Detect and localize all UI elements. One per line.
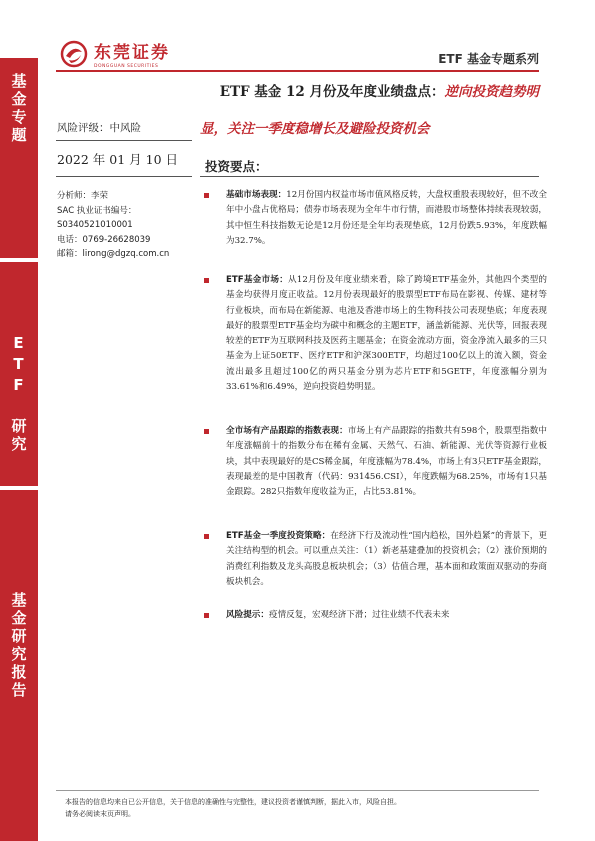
report-title-line1 <box>220 80 539 100</box>
header-divider <box>56 70 539 72</box>
bullet-square-icon <box>204 429 209 434</box>
bullet-square-icon <box>204 534 209 539</box>
key-point-item <box>202 188 547 264</box>
logo-mark-icon <box>60 40 88 68</box>
disclaimer-line: 本报告的信息均来自已公开信息，关于信息的准确性与完整性，建议投资者谨慎判断，据此入市，风险自担。 <box>65 798 401 806</box>
analyst-info <box>57 189 169 262</box>
date-divider <box>56 176 192 177</box>
bullet-square-icon <box>204 193 209 198</box>
key-points-heading: 投资要点： <box>205 159 268 174</box>
key-points-divider <box>200 176 539 177</box>
left-sidebar <box>0 0 38 841</box>
report-title-line2: 显，关注一季度稳增长及避险投资机会 <box>200 121 430 137</box>
rating-divider <box>56 140 192 141</box>
bullet-square-icon <box>204 613 209 618</box>
disclaimer-line: 请务必阅读末页声明。 <box>65 810 135 818</box>
sidebar-block-fund-report <box>0 490 38 841</box>
key-point-text: 疫情反复，宏观经济下滑；过往业绩不代表未来 <box>268 610 450 620</box>
disclaimer <box>65 796 535 820</box>
footer-divider <box>56 790 539 791</box>
brand-name-en: DONGGUAN SECURITIES <box>94 64 159 69</box>
key-point-text: 在经济下行及流动性“国内趋松，国外趋紧”的背景下，更关注结构型的机会。可以重点关注：（1）新老基建叠加的投资机会；（2）涨价预期的消费红利指数及龙头高股息板块机会；（3）估值合理，基本面和政策面双驱动的券商板块机会。 <box>226 531 547 587</box>
key-point-lead: 全市场有产品跟踪的指数表现： <box>226 426 348 436</box>
analyst-sac-label: SAC 执业证书编号： <box>57 205 137 216</box>
report-date: 2022 年 01 月 10 日 <box>57 152 178 167</box>
key-point-lead: 基础市场表现： <box>226 190 287 200</box>
key-point-text: 12月份国内权益市场市值风格反转，大盘权重股表现较好，但不改全年中小盘占优格局；债券市场表现为全年牛市行情，而港股市场整体持续表现较弱，其中恒生科技指数无论是12月份还是全年均表现垫底，12月份跌5.93%，年度跌幅为32.7%。 <box>226 190 547 246</box>
brand-name-cn: 东莞证券 <box>94 43 170 63</box>
bullet-square-icon <box>204 278 209 283</box>
sidebar-label-fund-report: 基金研究报告 <box>9 592 28 700</box>
key-point-lead: 风险提示： <box>226 610 269 620</box>
key-point-item <box>202 608 547 628</box>
analyst-sac-number: S0340521010001 <box>57 220 133 230</box>
key-points-list <box>202 188 547 637</box>
key-point-item <box>202 424 547 520</box>
key-point-item <box>202 529 547 599</box>
title-prefix: ETF 基金 12 月份及年度业绩盘点： <box>219 84 445 100</box>
sidebar-label-fund-topic: 基金专题 <box>9 73 28 145</box>
key-point-item <box>202 273 547 415</box>
sidebar-label-etf-research: ETF 研究 <box>9 334 28 454</box>
title-accent: 逆向投资趋势明 <box>444 84 539 100</box>
key-point-text: 从12月份及年度业绩来看，除了跨境ETF基金外，其他四个类型的基金均获得月度正收益。12月份表现最好的股票型ETF布局在影视、传媒、建材等行业板块，而布局在新能源、电池及香港市场上的生物科技公司表现垫底；年度表现最好的股票型ETF基金均为碳中和概念的主题ETF，涵盖新能源、光伏等，回报表现较差的ETF为互联网科技及医药主题基金；在资金流动方面，资金净流入最多的三只基金为上证50ETF、医疗ETF和沪深300ETF，均超过100亿以上的流入额，资金流出最多且超过100亿的两只基金分别为芯片ETF和5GETF，年度涨幅分别为33.61%和6.49%，逆向投资趋势明显。 <box>226 275 547 393</box>
company-logo <box>60 38 170 69</box>
report-series: ETF 基金专题系列 <box>438 52 539 66</box>
analyst-name: 分析师：李荣 <box>57 191 109 201</box>
sidebar-block-fund-topic <box>0 58 38 258</box>
sidebar-block-etf-research <box>0 262 38 486</box>
key-point-lead: ETF基金一季度投资策略： <box>226 531 331 541</box>
key-point-text: 市场上有产品跟踪的指数共有598个，股票型指数中年度涨幅前十的指数分布在稀有金属、天然气、石油、新能源、光伏等资源行业板块，其中表现最好的是CS稀金属，年度涨幅为78.4%，市场上有3只ETF基金跟踪，表现最差的是中国教育（代码：931456.CSI），年度跌幅为68.25%，市场有1只基金跟踪。282只指数年度收益为正，占比53.81%。 <box>226 426 548 498</box>
analyst-phone: 电话：0769-26628039 <box>57 234 151 245</box>
key-point-lead: ETF基金市场： <box>226 275 289 285</box>
risk-rating: 风险评级：中风险 <box>57 122 141 134</box>
analyst-email[interactable]: 邮箱：lirong@dgzq.com.cn <box>57 249 170 259</box>
